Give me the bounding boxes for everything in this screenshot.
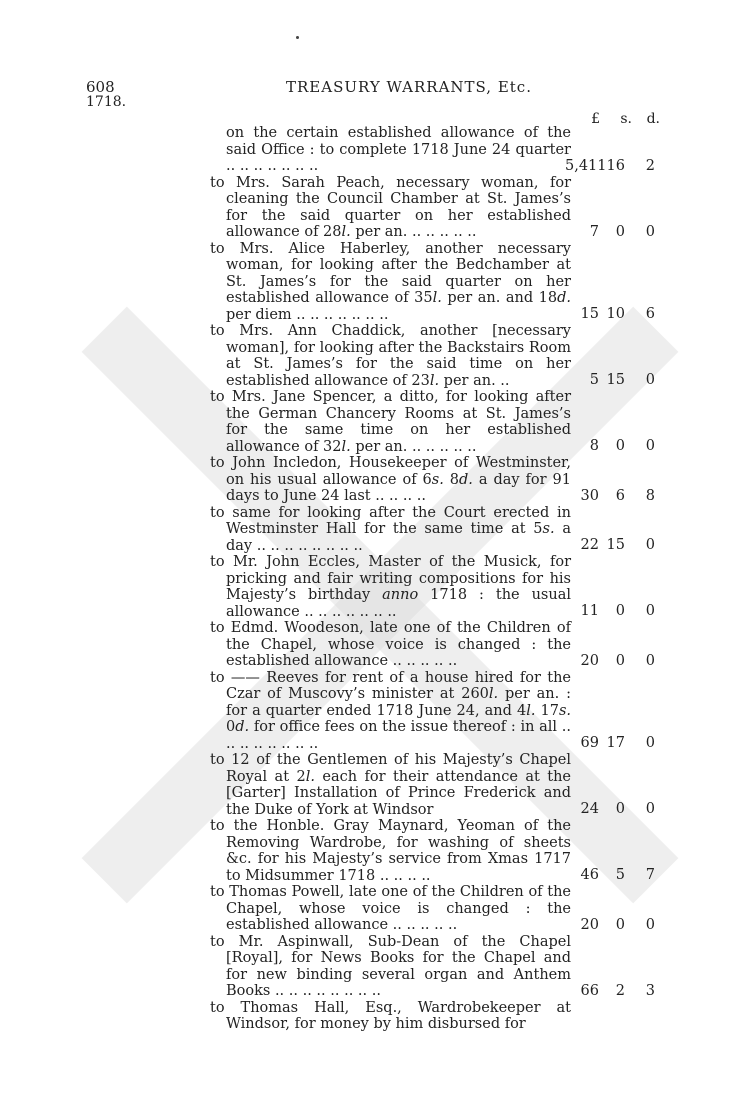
- amount-pounds: 7: [589, 223, 599, 240]
- amount-pence: 0: [645, 652, 655, 669]
- entry-text: to Edmd. Woodeson, late one of the Children of the Chapel, whose voice is changed : the established allowance .. .. .. .. ..: [210, 620, 571, 669]
- amount-pence: 0: [645, 537, 655, 553]
- entry-text: to Mrs. Sarah Peach, necessary woman, for cleaning the Council Chamber at St. James’s for the said quarter on her established allowance of 28l. per an. .. .. .. .. ..: [210, 174, 571, 240]
- page-number: 608: [86, 78, 115, 96]
- warrant-entry: [210, 554, 660, 620]
- amount-pence: 3: [645, 982, 655, 999]
- warrant-entry: [210, 934, 660, 1000]
- amount-pounds: 69: [580, 735, 599, 751]
- pounds-header: £: [591, 111, 600, 127]
- warrant-entry: [210, 818, 660, 884]
- amount-pence: 0: [645, 223, 655, 240]
- entry-text: to John Incledon, Housekeeper of Westminster, on his usual allowance of 6s. 8d. a day for 91 days to June 24 last .. .. .. ..: [210, 455, 571, 504]
- entry-amount: [565, 801, 660, 818]
- amount-pence: 6: [645, 306, 655, 322]
- entry-text: to Thomas Powell, late one of the Children of the Chapel, whose voice is changed : the established allowance .. .. .. .. ..: [210, 884, 571, 933]
- pence-header: d.: [646, 111, 660, 127]
- entry-text: to Mr. John Eccles, Master of the Musick, for pricking and fair writing compositions for his Majesty’s birthday anno 1718 : the usual allowance .. .. .. .. .. .. ..: [210, 554, 571, 620]
- amount-shillings: 16: [606, 157, 625, 174]
- warrant-entry: [210, 241, 660, 324]
- amount-shillings: 10: [606, 306, 625, 322]
- entry-amount: [565, 372, 660, 389]
- amount-pence: 0: [645, 438, 655, 454]
- entry-amount: [565, 603, 660, 620]
- warrant-entry: [210, 884, 660, 934]
- warrant-entry: [210, 175, 660, 241]
- amount-shillings: 17: [606, 735, 625, 751]
- amount-pence: 0: [645, 735, 655, 751]
- print-speck: [296, 36, 299, 39]
- entry-amount: [565, 537, 660, 554]
- amount-shillings: 2: [615, 982, 625, 999]
- amount-pounds: 15: [580, 306, 599, 322]
- amount-pounds: 5: [589, 372, 599, 388]
- entry-text: on the certain established allowance of the said Office : to complete 1718 June 24 quarter .. .. .. .. .. .. ..: [226, 125, 571, 174]
- amount-shillings: 0: [615, 652, 625, 669]
- amount-pence: 2: [645, 157, 655, 174]
- entry-amount: [565, 306, 660, 323]
- entry-amount: [565, 983, 660, 1000]
- amount-pounds: 8: [589, 438, 599, 454]
- entry-amount: [565, 438, 660, 455]
- amount-shillings: 0: [615, 603, 625, 619]
- warrant-entry: [210, 389, 660, 455]
- amount-shillings: 6: [615, 487, 625, 504]
- entry-text: to same for looking after the Court erected in Westminster Hall for the same time at 5s. a day .. .. .. .. .. .. .. ..: [210, 504, 571, 554]
- warrant-entry: [210, 670, 660, 753]
- entry-amount: [565, 735, 660, 752]
- shillings-header: s.: [620, 111, 632, 127]
- entry-text: to Mrs. Ann Chaddick, another [necessary woman], for looking after the Backstairs Room at St. James’s for the said time on her established allowance of 23l. per an. ..: [210, 323, 571, 389]
- amount-pounds: 5,411: [565, 157, 607, 174]
- entry-text: to —— Reeves for rent of a house hired for the Czar of Muscovy’s minister at 260l. per an. : for a quarter ended 1718 June 24, and 4l. 17s. 0d. for office fees on the issue thereof : in all .. .. .. .. .. .. .. ..: [210, 669, 571, 752]
- amount-pounds: 66: [580, 982, 599, 999]
- entry-text: to Mrs. Jane Spencer, a ditto, for looking after the German Chancery Rooms at St. James’s for the same time on her established allowance of 32l. per an. .. .. .. .. ..: [210, 389, 571, 455]
- amount-pounds: 30: [580, 487, 599, 504]
- warrant-entry: [210, 323, 660, 389]
- amount-pence: 0: [645, 603, 655, 619]
- amount-pounds: 20: [580, 916, 599, 933]
- entry-text: to Mrs. Alice Haberley, another necessary woman, for looking after the Bedchamber at St. James’s for the said quarter on her established allowance of 35l. per an. and 18d. per diem .. .. .. .. .. .. ..: [210, 240, 571, 323]
- amount-shillings: 15: [606, 537, 625, 553]
- entry-text: to 12 of the Gentlemen of his Majesty’s Chapel Royal at 2l. each for their attendance at the [Garter] Installation of Prince Frederick and the Duke of York at Windsor: [210, 752, 571, 818]
- amount-pounds: 20: [580, 652, 599, 669]
- amount-shillings: 5: [615, 867, 625, 883]
- warrant-entries: [210, 125, 660, 1033]
- amount-pence: 0: [645, 916, 655, 933]
- entry-text: to Thomas Hall, Esq., Wardrobekeeper at Windsor, for money by him disbursed for: [210, 999, 571, 1032]
- entry-amount: [565, 158, 660, 175]
- entry-amount: [565, 1016, 660, 1033]
- amount-shillings: 0: [615, 223, 625, 240]
- warrant-entry: [210, 125, 660, 175]
- amount-pounds: 46: [580, 867, 599, 883]
- amount-shillings: 15: [606, 372, 625, 388]
- entry-amount: [565, 653, 660, 670]
- warrant-entry: [210, 505, 660, 555]
- amount-shillings: 0: [615, 916, 625, 933]
- amount-pounds: 22: [580, 537, 599, 553]
- margin-year: 1718.: [86, 94, 127, 110]
- amount-pence: 0: [645, 801, 655, 817]
- running-title: TREASURY WARRANTS, Etc.: [286, 78, 532, 96]
- amount-pence: 8: [645, 487, 655, 504]
- entry-amount: [565, 917, 660, 934]
- amount-pounds: 24: [580, 801, 599, 817]
- warrant-entry: [210, 752, 660, 818]
- amount-shillings: 0: [615, 801, 625, 817]
- amount-shillings: 0: [615, 438, 625, 454]
- entry-amount: [565, 488, 660, 505]
- entry-text: to Mr. Aspinwall, Sub-Dean of the Chapel [Royal], for News Books for the Chapel and for new binding several organ and Anthem Books .. .. .. .. .. .. .. ..: [210, 933, 571, 999]
- entry-amount: [565, 867, 660, 884]
- warrant-entry: [210, 620, 660, 670]
- entry-amount: [565, 224, 660, 241]
- amount-pence: 7: [645, 867, 655, 883]
- amount-pounds: 11: [580, 603, 599, 619]
- amount-pence: 0: [645, 372, 655, 388]
- warrant-entry: [210, 455, 660, 505]
- entry-text: to the Honble. Gray Maynard, Yeoman of the Removing Wardrobe, for washing of sheets &c. for his Majesty’s service from Xmas 1717 to Midsummer 1718 .. .. .. ..: [210, 818, 571, 884]
- warrant-entry: [210, 1000, 660, 1033]
